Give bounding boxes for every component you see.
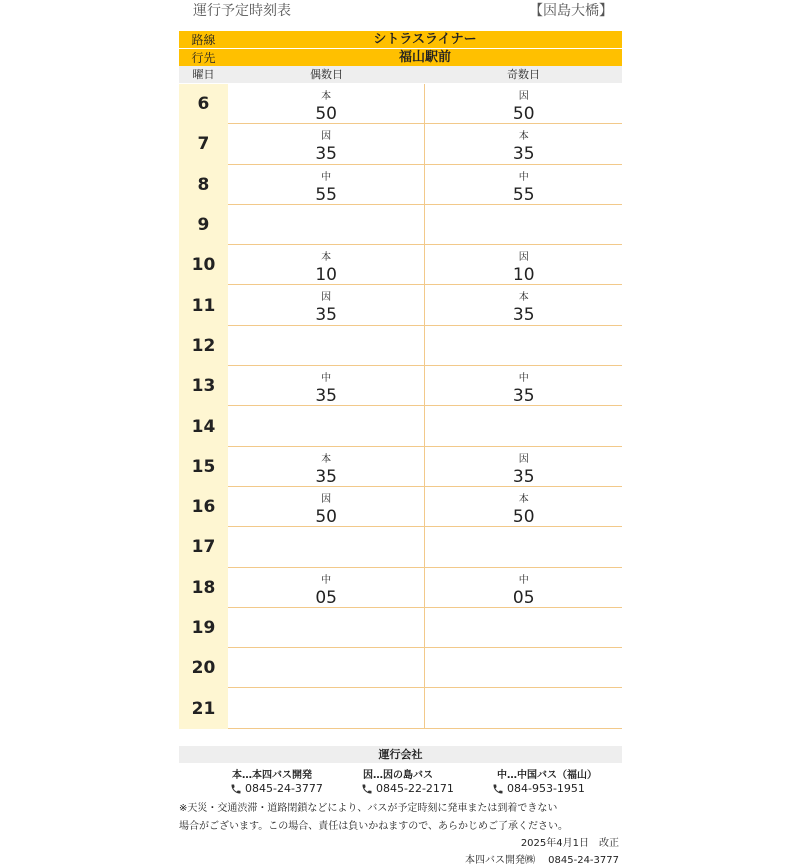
hour-cell: 6 [179, 84, 228, 124]
even-day-cell [228, 406, 426, 446]
hour-cell: 15 [179, 447, 228, 487]
departure-minute: 10 [512, 265, 535, 286]
odd-day-cell [425, 447, 622, 487]
odd-day-cell [425, 326, 622, 366]
operator-mark: 因 [321, 131, 332, 143]
even-day-header: 偶数日 [310, 68, 343, 81]
hour-cell: 20 [179, 648, 228, 688]
route-label: 路線 [179, 31, 228, 49]
departure-minute: 50 [512, 506, 535, 527]
table-row [179, 366, 622, 406]
operator-mark: 本 [321, 453, 332, 465]
table-row [179, 205, 622, 245]
operator-mark: 本 [321, 252, 332, 264]
hour-cell: 12 [179, 326, 228, 366]
departure-minute: 50 [315, 104, 337, 124]
route-row [179, 31, 622, 49]
operator-mark: 本 [518, 292, 529, 304]
departure-minute: 35 [512, 386, 535, 407]
departure-minute: 50 [315, 506, 337, 527]
table-row [179, 165, 622, 205]
odd-day-cell [425, 406, 622, 446]
operator-phone [361, 782, 454, 795]
departure-minute: 55 [315, 184, 337, 205]
odd-day-cell [425, 245, 622, 285]
departure-minute: 35 [315, 466, 337, 487]
table-row [179, 608, 622, 648]
day-label: 曜日 [179, 66, 228, 83]
odd-day-cell [425, 84, 622, 124]
even-day-cell [228, 245, 426, 285]
operator-mark: 中 [518, 373, 529, 385]
operator-mark: 中 [321, 171, 332, 183]
operator-mark: 本 [518, 493, 529, 505]
phone-icon [361, 783, 373, 795]
odd-day-cell [425, 124, 622, 164]
departure-minute: 35 [512, 144, 535, 165]
table-row [179, 447, 622, 487]
route-value: シトラスライナー [228, 31, 622, 49]
departure-minute: 55 [512, 184, 535, 205]
operator-mark: 因 [321, 493, 332, 505]
operator-mark: 中 [321, 373, 332, 385]
departure-minute: 50 [512, 104, 535, 124]
destination-value: 福山駅前 [228, 49, 622, 67]
phone-number: 0845-22-2171 [376, 782, 454, 795]
hour-cell: 16 [179, 487, 228, 527]
hour-cell: 8 [179, 165, 228, 205]
odd-day-cell [425, 205, 622, 245]
table-row [179, 527, 622, 567]
hour-cell: 13 [179, 366, 228, 406]
even-day-cell [228, 608, 426, 648]
hour-cell: 7 [179, 124, 228, 164]
hour-cell: 17 [179, 527, 228, 567]
even-day-cell [228, 688, 426, 728]
table-row [179, 285, 622, 325]
departure-minute: 35 [315, 144, 337, 165]
disclaimer-line-1: ※天災・交通渋滞・道路閉鎖などにより、バスが予定時刻に発車または到着できない [179, 803, 558, 814]
odd-day-cell [425, 648, 622, 688]
operator-phone [492, 782, 585, 795]
hour-cell: 18 [179, 568, 228, 608]
even-day-cell [228, 527, 426, 567]
operator-mark: 本 [321, 91, 332, 102]
departure-minute: 35 [315, 386, 337, 407]
odd-day-cell [425, 165, 622, 205]
phone-number: 0845-24-3777 [245, 782, 323, 795]
odd-day-cell [425, 527, 622, 567]
phone-number: 084-953-1951 [507, 782, 585, 795]
even-day-cell [228, 648, 426, 688]
departure-minute: 35 [512, 305, 535, 326]
table-row [179, 326, 622, 366]
even-day-cell [228, 487, 426, 527]
page-title: 運行予定時刻表 [193, 3, 291, 19]
even-day-cell [228, 568, 426, 608]
table-row [179, 124, 622, 164]
operator-mark: 中 [518, 171, 529, 183]
destination-label: 行先 [179, 49, 228, 67]
hour-cell: 19 [179, 608, 228, 648]
even-day-cell [228, 447, 426, 487]
operator-mark: 本 [518, 131, 529, 143]
operator-name: 中…中国バス（福山） [497, 770, 597, 781]
odd-day-cell [425, 366, 622, 406]
operator-mark: 因 [518, 252, 529, 264]
stop-name: 【因島大橋】 [529, 3, 613, 19]
phone-icon [230, 783, 242, 795]
destination-row [179, 48, 622, 67]
operator-mark: 因 [321, 292, 332, 304]
even-day-cell [228, 124, 426, 164]
day-type-row [179, 66, 622, 83]
odd-day-cell [425, 688, 622, 728]
departure-minute: 05 [315, 587, 337, 608]
operator-name: 本…本四バス開発 [232, 770, 312, 781]
timetable [179, 84, 622, 729]
revision-date: 2025年4月1日 改正 [520, 838, 619, 849]
departure-minute: 05 [512, 587, 535, 608]
table-row [179, 688, 622, 728]
phone-icon [492, 783, 504, 795]
hour-cell: 21 [179, 688, 228, 728]
hour-cell: 14 [179, 406, 228, 446]
odd-day-cell [425, 568, 622, 608]
hour-cell: 10 [179, 245, 228, 285]
operator-name: 因…因の島バス [363, 770, 433, 781]
operator-mark: 中 [321, 574, 332, 586]
top-bar [193, 0, 613, 20]
disclaimer-line-2: 場合がございます。この場合、責任は負いかねますので、あらかじめご了承ください。 [179, 821, 568, 832]
operator-mark: 因 [518, 453, 529, 465]
hour-cell: 11 [179, 285, 228, 325]
table-row [179, 84, 622, 124]
departure-minute: 10 [315, 265, 337, 286]
publisher-info: 本四バス開発㈱ 0845-24-3777 [464, 855, 619, 866]
departure-minute: 35 [315, 305, 337, 326]
odd-day-cell [425, 285, 622, 325]
operators-heading: 運行会社 [179, 746, 622, 763]
table-row [179, 406, 622, 446]
hour-cell: 9 [179, 205, 228, 245]
even-day-cell [228, 366, 426, 406]
operator-phone [230, 782, 323, 795]
operator-mark: 因 [518, 91, 529, 102]
table-row [179, 568, 622, 608]
table-row [179, 487, 622, 527]
even-day-cell [228, 285, 426, 325]
odd-day-header: 奇数日 [507, 68, 540, 81]
even-day-cell [228, 326, 426, 366]
even-day-cell [228, 165, 426, 205]
table-row [179, 245, 622, 285]
departure-minute: 35 [512, 466, 535, 487]
operator-mark: 中 [518, 574, 529, 586]
odd-day-cell [425, 608, 622, 648]
even-day-cell [228, 84, 426, 124]
table-row [179, 648, 622, 688]
even-day-cell [228, 205, 426, 245]
odd-day-cell [425, 487, 622, 527]
